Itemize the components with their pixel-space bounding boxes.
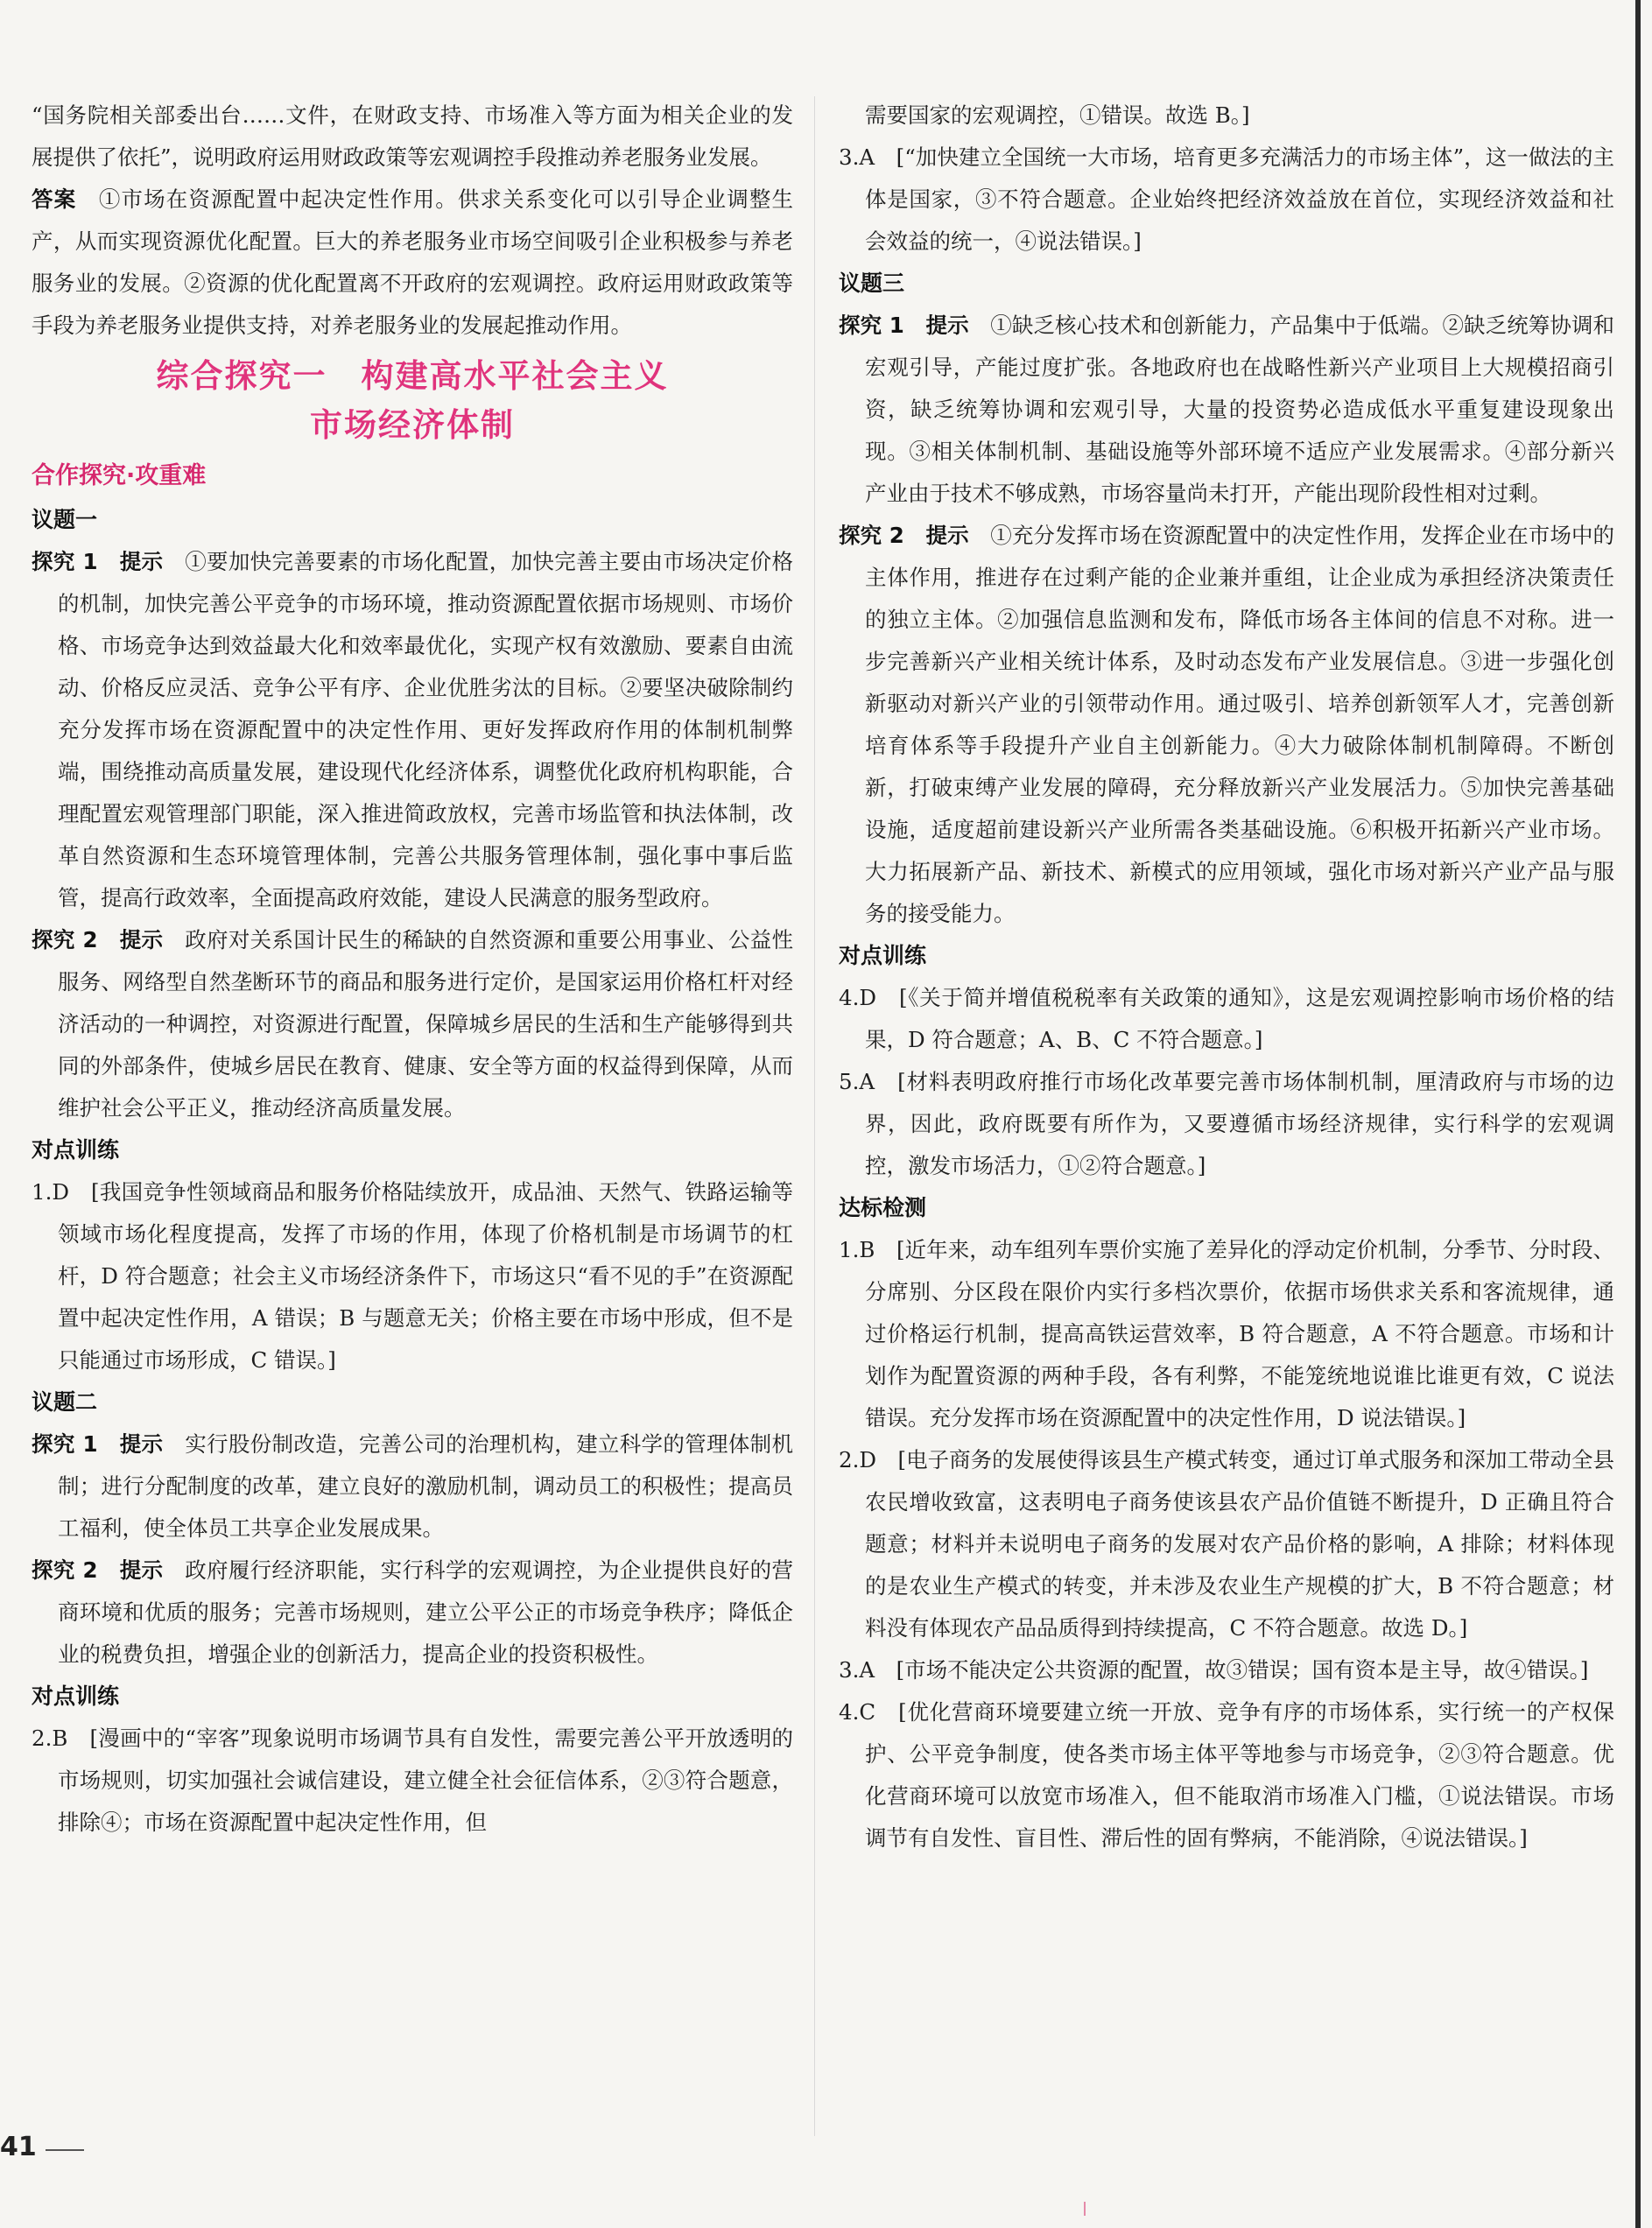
section-heading: 合作探究·攻重难 bbox=[32, 462, 207, 489]
issue2-training-heading: 对点训练 bbox=[32, 1683, 120, 1709]
test-heading: 达标检测 bbox=[839, 1195, 927, 1220]
topic-title bbox=[32, 352, 793, 450]
probe-text: ①缺乏核心技术和创新能力，产品集中于低端。②缺乏统筹协调和宏观引导，产能过度扩张。各地政府也在战略性新兴产业项目上大规模招商引资，缺乏统筹协调和宏观引导，大量的投资势必造成低水平重复建设现象出现。③相关体制机制、基础设施等外部环境不适应产业发展需求。④部分新兴产业由于技术不够成熟，市场容量尚未打开，产能出现阶段性相对过剩。 bbox=[865, 313, 1615, 506]
probe-label: 探究 2 bbox=[839, 523, 904, 548]
right-column bbox=[839, 95, 1614, 1859]
probe-text: 政府履行经济职能，实行科学的宏观调控，为企业提供良好的营商环境和优质的服务；完善市场规则，建立公平公正的市场竞争秩序；降低企业的税费负担，增强企业的创新活力，提高企业的投资积极性。 bbox=[58, 1557, 794, 1667]
training-item-3: 3.A [“加快建立全国统一大市场，培育更多充满活力的市场主体”，这一做法的主体是国家，③不符合题意。企业始终把经济效益放在首位，实现经济效益和社会效益的统一，④说法错误。] bbox=[839, 144, 1614, 254]
test-item-4: 4.C [优化营商环境要建立统一开放、竞争有序的市场体系，实行统一的产权保护、公平竞争制度，使各类市场主体平等地参与市场竞争，②③符合题意。优化营商环境可以放宽市场准入，但不能取消市场准入门槛，①说法错误。市场调节有自发性、盲目性、滞后性的固有弊病，不能消除，④说法错误。] bbox=[839, 1699, 1614, 1851]
hint-label: 提示 bbox=[119, 927, 164, 952]
page-number: 41 bbox=[0, 2132, 37, 2162]
issue3-heading: 议题三 bbox=[839, 271, 905, 296]
answer-label: 答案 bbox=[32, 186, 77, 212]
hint-label: 提示 bbox=[119, 549, 164, 574]
issue3-probe2 bbox=[839, 515, 1614, 935]
issue2-probe1 bbox=[32, 1423, 793, 1550]
answer-text: ①市场在资源配置中起决定性作用。供求关系变化可以引导企业调整生产，从而实现资源优化配置。巨大的养老服务业市场空间吸引企业积极参与养老服务业的发展。②资源的优化配置离不开政府的宏观调控。政府运用财政政策等手段为养老服务业提供支持，对养老服务业的发展起推动作用。 bbox=[32, 186, 794, 338]
issue1-training-heading: 对点训练 bbox=[32, 1137, 120, 1163]
issue1-heading: 议题一 bbox=[32, 507, 98, 532]
training-item-4: 4.D [《关于简并增值税税率有关政策的通知》，这是宏观调控影响市场价格的结果，D 符合题意；A、B、C 不符合题意。] bbox=[839, 985, 1614, 1052]
continued-text: 需要国家的宏观调控，①错误。故选 B。] bbox=[865, 102, 1250, 128]
probe-text: ①要加快完善要素的市场化配置，加快完善主要由市场决定价格的机制，加快完善公平竞争的市场环境，推动资源配置依据市场规则、市场价格、市场竞争达到效益最大化和效率最优化，实现产权有效激励、要素自由流动、价格反应灵活、竞争公平有序、企业优胜劣汰的目标。②要坚决破除制约充分发挥市场在资源配置中的决定性作用、更好发挥政府作用的体制机制弊端，围绕推动高质量发展，建设现代化经济体系，调整优化政府机构职能，合理配置宏观管理部门职能，深入推进简政放权，完善市场监管和执法体制，改革自然资源和生态环境管理体制，完善公共服务管理体制，强化事中事后监管，提高行政效率，全面提高政府效能，建设人民满意的服务型政府。 bbox=[58, 549, 794, 910]
probe-text: 政府对关系国计民生的稀缺的自然资源和重要公用事业、公益性服务、网络型自然垄断环节的商品和服务进行定价，是国家运用价格杠杆对经济活动的一种调控，对资源进行配置，保障城乡居民的生活和生产能够得到共同的外部条件，使城乡居民在教育、健康、安全等方面的权益得到保障，从而维护社会公平正义，推动经济高质量发展。 bbox=[58, 927, 794, 1121]
test-item-3: 3.A [市场不能决定公共资源的配置，故③错误；国有资本是主导，故④错误。] bbox=[839, 1657, 1589, 1683]
left-column bbox=[32, 95, 793, 1844]
issue2-heading: 议题二 bbox=[32, 1389, 98, 1415]
probe-label: 探究 1 bbox=[839, 313, 904, 338]
answer-paragraph bbox=[32, 179, 793, 347]
topic-title-line2: 市场经济体制 bbox=[310, 406, 515, 444]
probe-label: 探究 1 bbox=[32, 549, 98, 574]
hint-label: 提示 bbox=[119, 1431, 164, 1457]
scan-edge-shadow bbox=[1635, 0, 1641, 2228]
issue1-probe2 bbox=[32, 919, 793, 1129]
training-item-1: 1.D [我国竞争性领域商品和服务价格陆续放开，成品油、天然气、铁路运输等领域市场化程度提高，发挥了市场的作用，体现了价格机制是市场调节的杠杆，D 符合题意；社会主义市场经济条件下，市场这只“看不见的手”在资源配置中起决定性作用，A 错误；B 与题意无关；价格主要在市场中形成，但不是只能通过市场形成，C 错误。] bbox=[32, 1179, 793, 1373]
hint-label: 提示 bbox=[925, 523, 969, 548]
hint-label: 提示 bbox=[925, 313, 969, 338]
test-item-2: 2.D [电子商务的发展使得该县生产模式转变，通过订单式服务和深加工带动全县农民增收致富，这表明电子商务使该县农产品价值链不断提升，D 正确且符合题意；材料并未说明电子商务的发展对农产品价格的影响，A 排除；材料体现的是农业生产模式的转变，并未涉及农业生产规模的扩大，B 不符合题意；材料没有体现农产品品质得到持续提高，C 不符合题意。故选 D。] bbox=[839, 1447, 1614, 1641]
issue1-probe1 bbox=[32, 541, 793, 919]
training-item-5: 5.A [材料表明政府推行市场化改革要完善市场体制机制，厘清政府与市场的边界，因此，政府既要有所作为，又要遵循市场经济规律，实行科学的宏观调控，激发市场活力，①②符合题意。] bbox=[839, 1069, 1614, 1178]
issue3-probe1 bbox=[839, 305, 1614, 515]
probe-label: 探究 2 bbox=[32, 927, 98, 952]
topic-title-line1: 综合探究一 构建高水平社会主义 bbox=[156, 357, 669, 395]
intro-paragraph: “国务院相关部委出台……文件，在财政支持、市场准入等方面为相关企业的发展提供了依托”，说明政府运用财政政策等宏观调控手段推动养老服务业发展。 bbox=[32, 102, 793, 170]
page-number-rule bbox=[46, 2149, 84, 2151]
probe-label: 探究 2 bbox=[32, 1557, 98, 1583]
hint-label: 提示 bbox=[119, 1557, 164, 1583]
probe-text: 实行股份制改造，完善公司的治理机构，建立科学的管理体制机制；进行分配制度的改革，建立良好的激励机制，调动员工的积极性；提高员工福利，使全体员工共享企业发展成果。 bbox=[58, 1431, 794, 1541]
probe-text: ①充分发挥市场在资源配置中的决定性作用，发挥企业在市场中的主体作用，推进存在过剩产能的企业兼并重组，让企业成为承担经济决策责任的独立主体。②加强信息监测和发布，降低市场各主体间的信息不对称。进一步完善新兴产业相关统计体系，及时动态发布产业发展信息。③进一步强化创新驱动对新兴产业的引领带动作用。通过吸引、培养创新领军人才，完善创新培育体系等手段提升产业自主创新能力。④大力破除体制机制障碍。不断创新，打破束缚产业发展的障碍，充分释放新兴产业发展活力。⑤加快完善基础设施，适度超前建设新兴产业所需各类基础设施。⑥积极开拓新兴产业市场。大力拓展新产品、新技术、新模式的应用领域，强化市场对新兴产业产品与服务的接受能力。 bbox=[865, 523, 1615, 926]
column-divider bbox=[814, 96, 815, 2136]
training-item-2: 2.B [漫画中的“宰客”现象说明市场调节具有自发性，需要完善公平开放透明的市场规则，切实加强社会诚信建设，建立健全社会征信体系，②③符合题意，排除④；市场在资源配置中起决定性作用，但 bbox=[32, 1725, 793, 1835]
scan-mark bbox=[1084, 2202, 1086, 2216]
test-item-1: 1.B [近年来，动车组列车票价实施了差异化的浮动定价机制，分季节、分时段、分席别、分区段在限价内实行多档次票价，依据市场供求关系和客流规律，通过价格运行机制，提高高铁运营效率，B 符合题意，A 不符合题意。市场和计划作为配置资源的两种手段，各有利弊，不能笼统地说谁比谁更有效，C 说法错误。充分发挥市场在资源配置中的决定性作用，D 说法错误。] bbox=[839, 1237, 1614, 1430]
issue3-training-heading: 对点训练 bbox=[839, 943, 927, 968]
issue2-probe2 bbox=[32, 1550, 793, 1676]
probe-label: 探究 1 bbox=[32, 1431, 98, 1457]
